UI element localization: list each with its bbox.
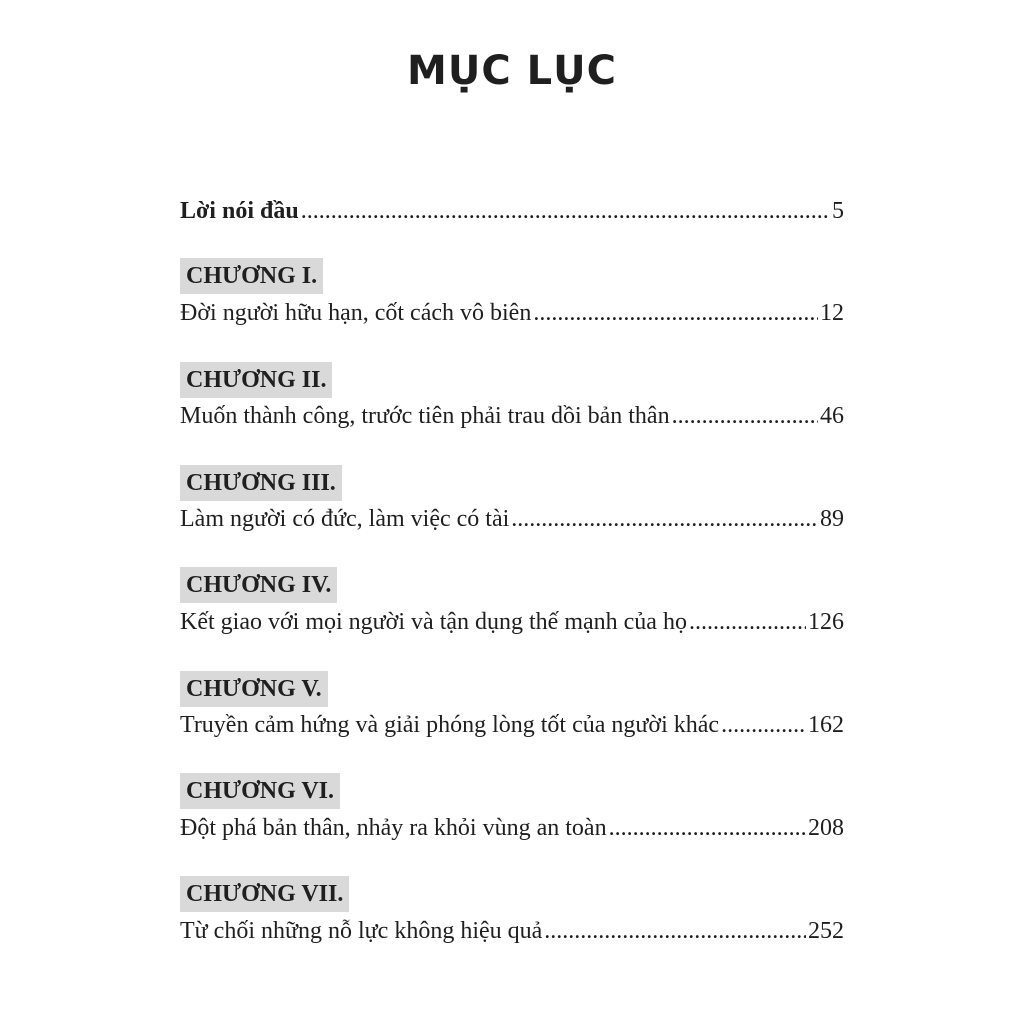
toc-entry-chapter-7 xyxy=(180,918,844,952)
toc-entry-chapter-4 xyxy=(180,609,844,643)
dot-leader xyxy=(721,712,806,739)
chapter-6-page-number: 208 xyxy=(808,815,844,841)
dot-leader xyxy=(301,198,830,225)
preface-title: Lời nói đầu xyxy=(180,198,299,224)
chapter-3-page-number: 89 xyxy=(820,506,844,532)
chapter-2-page-number: 46 xyxy=(820,403,844,429)
chapter-5-label: CHƯƠNG V. xyxy=(180,671,328,707)
chapter-7-label: CHƯƠNG VII. xyxy=(180,876,349,912)
chapter-7-page-number: 252 xyxy=(808,918,844,944)
chapter-5-page-number: 162 xyxy=(808,712,844,738)
toc-entry-preface xyxy=(180,198,844,232)
chapter-2-label: CHƯƠNG II. xyxy=(180,362,332,398)
chapter-6-label: CHƯƠNG VI. xyxy=(180,773,340,809)
toc-entry-chapter-3 xyxy=(180,506,844,540)
chapter-3-title: Làm người có đức, làm việc có tài xyxy=(180,506,510,532)
chapter-3-label: CHƯƠNG III. xyxy=(180,465,342,501)
chapter-4-label: CHƯƠNG IV. xyxy=(180,567,337,603)
chapter-7-title: Từ chối những nỗ lực không hiệu quả xyxy=(180,918,543,944)
chapter-1-label: CHƯƠNG I. xyxy=(180,258,323,294)
chapter-2-title: Muốn thành công, trước tiên phải trau dồi bản thân xyxy=(180,403,670,429)
toc-entry-chapter-2 xyxy=(180,403,844,437)
chapter-1-page-number: 12 xyxy=(820,300,844,326)
page-title: MỤC LỤC xyxy=(407,48,617,94)
toc-entry-chapter-1 xyxy=(180,300,844,334)
toc-entry-chapter-6 xyxy=(180,815,844,849)
chapter-4-page-number: 126 xyxy=(808,609,844,635)
preface-page-number: 5 xyxy=(832,198,844,224)
chapter-5-title: Truyền cảm hứng và giải phóng lòng tốt của người khác xyxy=(180,712,720,738)
chapter-6-title: Đột phá bản thân, nhảy ra khỏi vùng an toàn xyxy=(180,815,607,841)
dot-leader xyxy=(511,506,818,533)
dot-leader xyxy=(533,300,818,327)
dot-leader xyxy=(609,815,806,842)
dot-leader xyxy=(689,609,806,636)
dot-leader xyxy=(544,918,806,945)
dot-leader xyxy=(672,403,818,430)
chapter-4-title: Kết giao với mọi người và tận dụng thế mạnh của họ xyxy=(180,609,687,635)
toc-entry-chapter-5 xyxy=(180,712,844,746)
chapter-1-title: Đời người hữu hạn, cốt cách vô biên xyxy=(180,300,532,326)
